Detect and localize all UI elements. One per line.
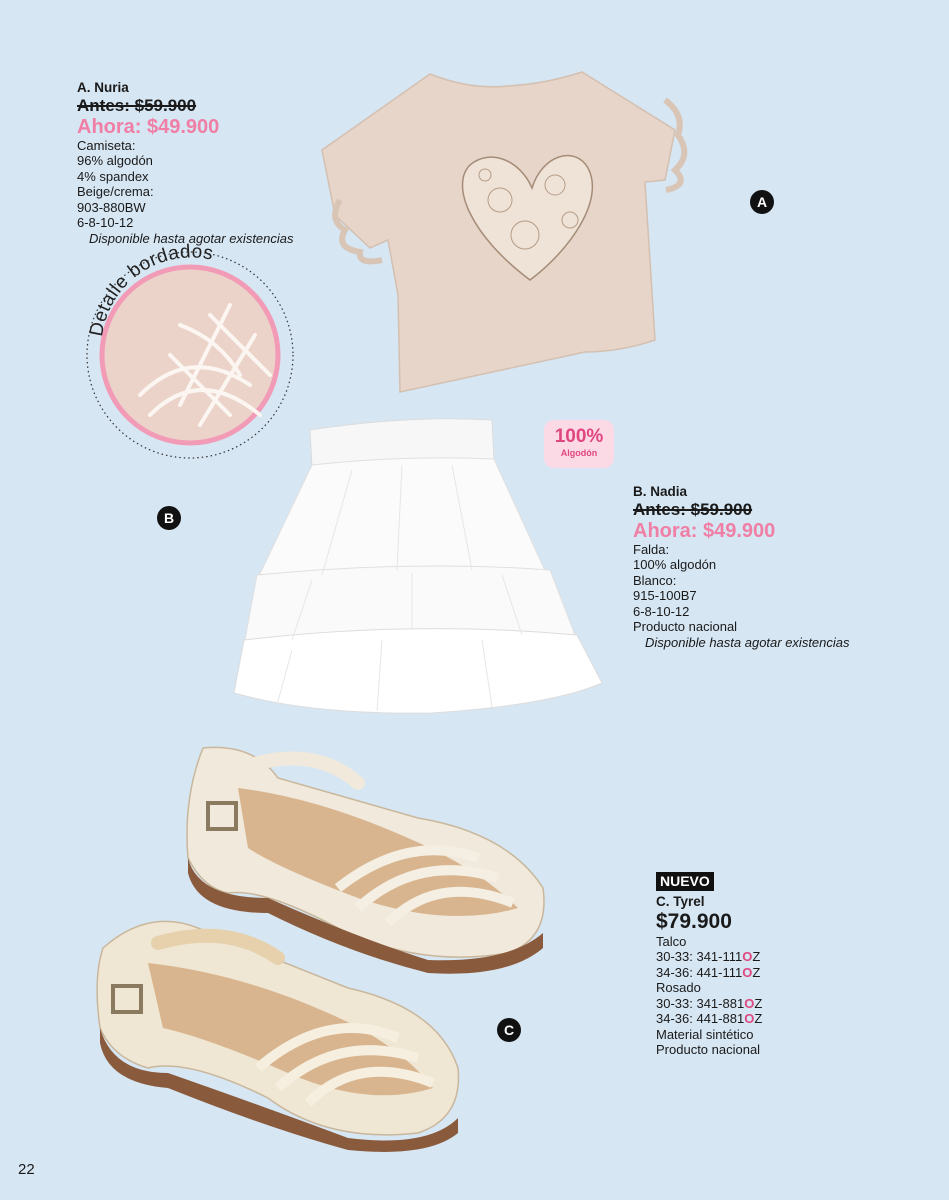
marker-b: B (157, 506, 181, 530)
marker-a: A (750, 190, 774, 214)
skirt-image (232, 415, 607, 720)
detail-line: 100% algodón (633, 557, 717, 572)
svg-text:Detalle bordados (86, 241, 215, 338)
old-price: Antes: $59.900 (77, 95, 197, 115)
detail-line: 96% algodón (77, 153, 153, 168)
badge-label: Algodón (560, 448, 598, 458)
size-code: 34-36: 441-111OZ (656, 964, 761, 980)
detail-line: 915-100B7 (633, 588, 697, 603)
size-code: 30-33: 341-881OZ (656, 995, 763, 1011)
color-name: Talco (656, 933, 687, 949)
material: Material sintético (656, 1026, 754, 1042)
detail-line: 6-8-10-12 (77, 215, 134, 230)
product-a-info (77, 80, 294, 246)
detail-line: 4% spandex (77, 168, 149, 184)
sandals-image (88, 738, 553, 1148)
marker-c: C (497, 1018, 521, 1042)
availability-note: Disponible hasta agotar existencias (645, 634, 850, 650)
product-name: C. Tyrel (656, 894, 705, 909)
color-name: Rosado (656, 980, 701, 995)
detail-label: Detalle bordados (86, 241, 216, 338)
size-code: 30-33: 341-111OZ (656, 949, 761, 964)
new-price: Ahora: $49.900 (633, 519, 776, 542)
detail-line: Beige/crema: (77, 184, 154, 199)
detail-line: Camiseta: (77, 137, 136, 153)
detail-line: 6-8-10-12 (633, 603, 690, 619)
size-code: 34-36: 441-881OZ (656, 1011, 763, 1026)
product-c-info (656, 872, 762, 1058)
page-number: 22 (18, 1161, 35, 1178)
price: $79.900 (656, 909, 732, 933)
product-name: B. Nadia (633, 484, 688, 499)
origin: Producto nacional (656, 1042, 761, 1057)
badge-percent: 100% (554, 426, 604, 447)
product-b-info (633, 484, 850, 650)
product-name: A. Nuria (77, 80, 129, 95)
availability-note: Disponible hasta agotar existencias (89, 230, 294, 246)
detail-line: Blanco: (633, 572, 677, 588)
detail-line: Falda: (633, 541, 670, 557)
detail-line: Producto nacional (633, 619, 738, 634)
old-price: Antes: $59.900 (633, 499, 753, 519)
detail-line: 903-880BW (77, 199, 146, 215)
tshirt-image (320, 60, 695, 395)
new-tag: NUEVO (656, 872, 714, 891)
new-price: Ahora: $49.900 (77, 115, 220, 138)
